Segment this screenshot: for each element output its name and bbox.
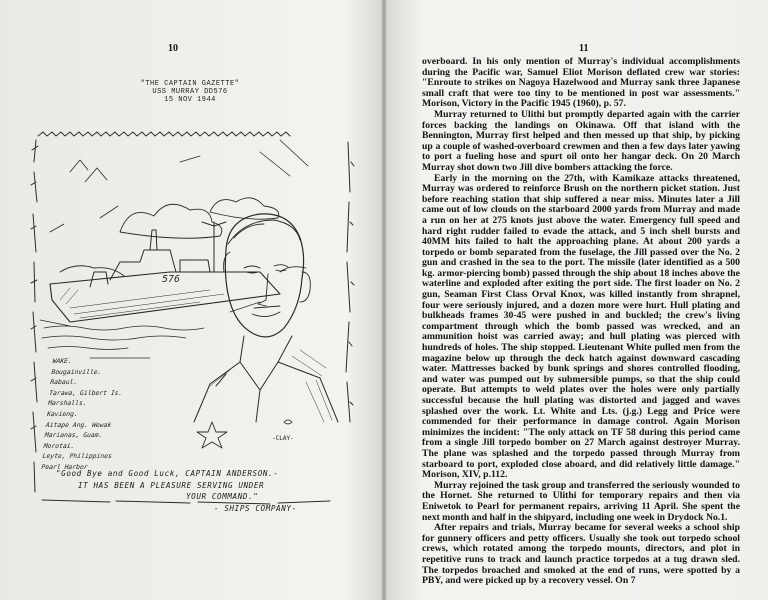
body-text <box>422 57 740 587</box>
campaign-item: Kavieng. <box>46 409 79 418</box>
campaign-item: Pearl Harbor <box>41 462 89 471</box>
page-number-left: 10 <box>168 43 178 54</box>
bird-strokes <box>50 140 308 232</box>
gazette-header <box>120 80 260 104</box>
water <box>40 302 260 358</box>
message-line: YOUR COMMAND." <box>186 492 259 501</box>
star-icon <box>197 422 227 448</box>
paragraph: After repairs and trials, Murray became for several weeks a school ship for gunnery officers and petty officers. Usually she took out torpedo school crews, which rotated among the torpedo mounts, directors, and plot in repetitive runs to track and launch practice torpedos at a tug drawn sled. The torpedos broached and smoked at the end of runs, were spotted by a PBY, and were picked up by a recovery vessel. On 7 <box>422 522 740 587</box>
right-border <box>346 142 354 422</box>
left-border <box>31 140 38 492</box>
gazette-ship: USS MURRAY DD576 <box>152 88 228 96</box>
campaign-item: Rabaul. <box>49 378 78 387</box>
paragraph: overboard. In his only mention of Murray's individual accomplishments during the Pacific war, Samuel Eliot Morison deflated crew war stories: "Enroute to strikes on Nagoya Hazelwood and Murray sank three Japanese small craft that were too tiny to be mentioned in post war assessments." Morison, Victory in the Pacific 1945 (1960), p. 57. <box>422 56 740 110</box>
portrait-hair <box>224 220 300 272</box>
campaign-item: Bougainville. <box>51 367 102 376</box>
ship-superstructure <box>90 222 226 287</box>
gazette-title: "THE CAPTAIN GAZETTE" <box>140 80 240 88</box>
campaign-item: Morotai. <box>43 441 75 450</box>
hull-number: 576 <box>162 274 181 285</box>
campaign-list <box>41 356 126 473</box>
collar-mark <box>284 420 292 424</box>
message-line: "Good Bye and Good Luck, CAPTAIN ANDERSON.- <box>56 469 279 478</box>
portrait-shading <box>210 350 332 422</box>
campaign-item: Leyte, Philippines <box>42 452 113 461</box>
page-number-right: 11 <box>579 43 589 54</box>
campaign-item: WAKE. <box>52 357 73 365</box>
gazette-date: 15 NOV 1944 <box>164 96 216 104</box>
top-border <box>38 132 290 136</box>
portrait-collar <box>194 336 338 422</box>
artist-signature: -CLAY- <box>272 435 294 442</box>
campaign-item: Tarawa, Gilbert Is. <box>48 388 123 397</box>
message-line: - SHIPS COMPANY- <box>214 503 297 513</box>
paragraph: Murray rejoined the task group and transferred the seriously wounded to the Hornet. She returned to Ulithi for temporary repairs and then via Eniwetok to Pearl for permanent repairs, arriving 11 April. She spent the next month and half in the shipyard, including one week in Drydock No.1. <box>422 479 740 523</box>
portrait-head <box>225 214 303 337</box>
message-line: IT HAS BEEN A PLEASURE SERVING UNDER <box>78 480 265 490</box>
paragraph: Early in the morning on the 27th, with Kamikaze attacks threatened, Murray was ordered to reinforce Brush on the northern picket station. Just before reaching station that ship suffered a near miss. Minutes later a Jill came out of low clouds on the starboard 2000 yards from Murray and made a run on her at 275 knots just above the water. Emergency full speed and hard right rudder failed to evade the attack, and 5 inch shell bursts and 40MM hits failed to halt the approaching plane. At about 200 yards a torpedo or bomb separated from the fuselage, the Jill passed over the No. 2 gun and crashed in the sea to the port. The missile (later identified as a 500 kg. armor-piercing bomb) passed through the ship about 18 inches above the waterline and exploded after exiting the port side. The first loader on No. 2 gun, Seaman First Class Orval Knox, was killed instantly from shrapnel, four were seriously injured, and a dozen more were hurt. Hull plating and bulkheads frames 30-45 were pushed in and buckled; the crew's living compartment through which the bomb passed was wrecked, and an ammunition hoist was carried away; and hull plating was pierced with hundreds of holes. The ship stopped. Lieutenant White pulled men from the magazine below up through the deck hatch against downward cascading water. Mattresses backed by bunk springs and shores controlled flooding, and water was pumped out by submersible pumps, so that the ship could operate. But attempts to weld plates over the holes were only partially successful because the hull plating was distorted and jagged and waves splashed over the work. Lt. White and Lts. (j.g.) Legg and Price were commended for their performance in damage control. Again Morison minimizes the incident: "The only attack on TF 58 during this period came from a single Jill torpedo bomber on 27 March against destroyer Murray. The plane was splashed and the torpedo passed through Murray from starboard to port, exploded close aboard, and did relatively little damage." Morison, XIV, p.112. <box>422 172 740 481</box>
farewell-message <box>56 468 346 514</box>
campaign-item: Aitape Ang. Wewak <box>45 420 112 429</box>
campaign-item: Marshalls. <box>47 399 88 408</box>
campaign-item: Marianas, Guam. <box>44 431 103 440</box>
ship-shading <box>60 288 224 318</box>
paragraph: Murray returned to Ulithi but promptly departed again with the carrier forces backing the landings on Okinawa. Off that island with the Bennington, Murray first helped and then messed up that ship, by picking up a couple of washed-overboard crewmen and then a few days later yawing to port a fueling hose and spurt oil onto her hangar deck. On 20 March Murray shot down two Jill dive bombers attacking the force. <box>422 108 740 173</box>
clouds <box>60 198 306 276</box>
